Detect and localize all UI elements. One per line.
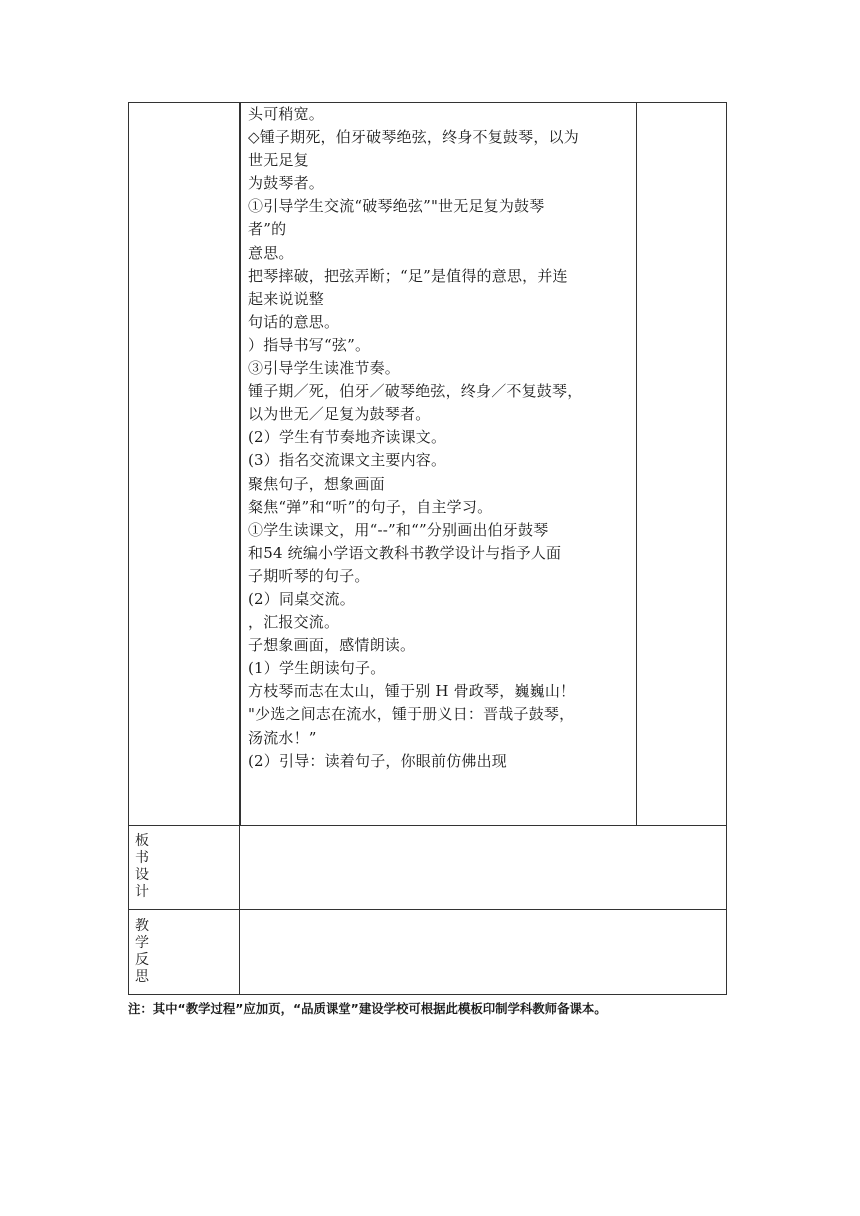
process-line: ◇锺子期死，伯牙破琴绝弦，终身不复鼓琴，以为	[248, 128, 579, 147]
inner-cell-bottom	[240, 825, 636, 826]
process-line: 子想象画面，感情朗读。	[248, 636, 416, 655]
teaching-reflection-label: 教学反思	[135, 918, 149, 985]
process-line: 汤流水！”	[248, 728, 317, 747]
process-line: (2）引导：读着句子，你眼前仿佛出现	[248, 751, 507, 770]
process-line: ，汇报交流。	[248, 613, 340, 632]
process-line: 者”的	[248, 220, 287, 239]
process-line: "少选之间志在流水，锺于册义日：晋哉子鼓琴，	[248, 705, 575, 724]
process-line: (2）同桌交流。	[248, 589, 355, 608]
board-design-label: 板书设计	[135, 833, 149, 900]
process-line: 方枝琴而志在太山，锺于别 H 骨政琴，巍巍山！	[248, 682, 576, 701]
process-line: 以为世无／足复为鼓琴者。	[248, 405, 431, 424]
process-line: (2）学生有节奏地齐读课文。	[248, 428, 447, 447]
table-border-bottom	[128, 994, 727, 995]
table-border-right	[726, 102, 727, 995]
process-line: 世无足复	[248, 151, 309, 170]
process-line: 起来说说整	[248, 289, 325, 308]
process-line: 粲焦“弹”和“听”的句子，自主学习。	[248, 497, 493, 516]
lesson-plan-table	[128, 102, 727, 995]
process-line: (1）学生朗读句子。	[248, 659, 386, 678]
process-line: 句话的意思。	[248, 312, 340, 331]
teaching-process-text	[248, 103, 638, 773]
process-line: ①学生读课文，用“--”和“”分别画出伯牙鼓琴	[248, 520, 549, 539]
process-line: 把琴摔破，把弦弄断；“足”是值得的意思，并连	[248, 266, 568, 285]
process-line: 聚焦句子，想象画面	[248, 474, 385, 493]
process-line: ③引导学生读准节奏。	[248, 359, 401, 378]
process-line: 子期听琴的句子。	[248, 566, 370, 585]
process-line: (3）指名交流课文主要内容。	[248, 451, 447, 470]
process-line: 意思。	[248, 243, 294, 262]
process-line: 锺子期／死，伯牙／破琴绝弦，终身／不复鼓琴，	[248, 382, 583, 401]
process-line: 和54 统编小学语文教科书教学设计与指予人面	[248, 543, 562, 562]
row-divider-board	[128, 909, 727, 910]
process-line: 头可稍宽。	[248, 105, 325, 123]
process-line: 为鼓琴者。	[248, 174, 325, 193]
footer-note: 注：其中“教学过程”应加页，“品质课堂”建设学校可根据此模板印制学科教师备课本。	[128, 1001, 607, 1016]
process-line: ）指导书写“弦”。	[248, 335, 371, 354]
inner-column-left	[240, 102, 241, 826]
table-border-left	[128, 102, 129, 995]
process-line: ①引导学生交流“破琴绝弦”"世无足复为鼓琴	[248, 197, 545, 216]
